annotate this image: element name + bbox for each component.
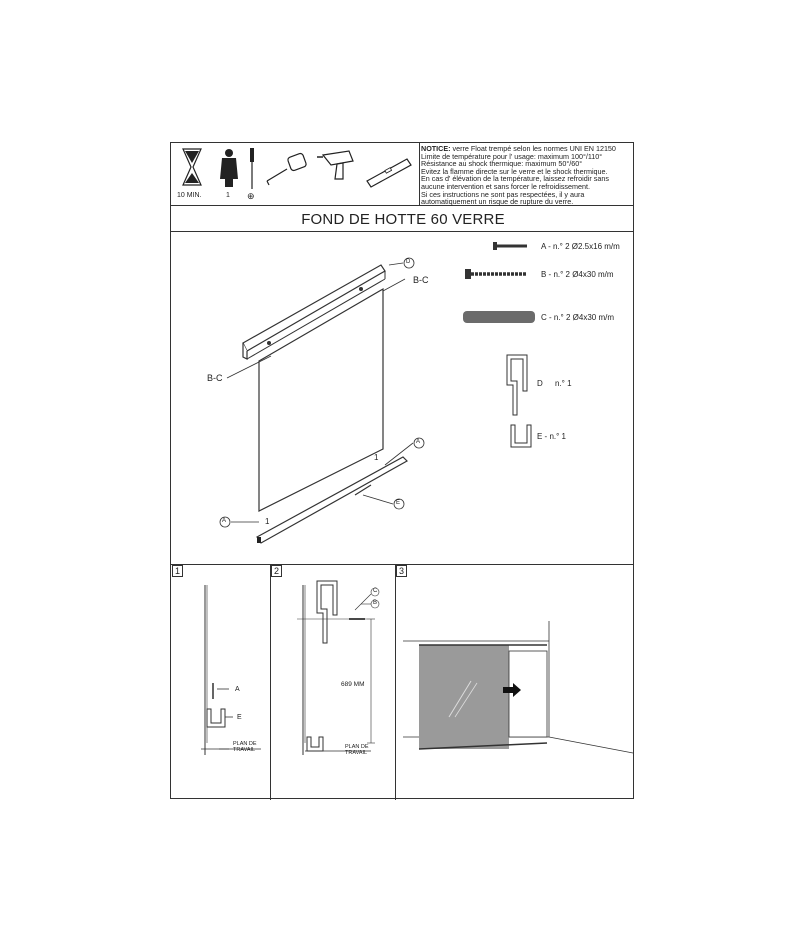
screwdriver-type: ⊕ <box>247 191 255 201</box>
notice-line-1: verre Float trempé selon les normes UNI EN 12150 <box>450 144 616 153</box>
instruction-sheet <box>170 142 634 799</box>
part-b-label: B - n.° 2 Ø4x30 m/m <box>541 270 614 279</box>
part-c-label: C - n.° 2 Ø4x30 m/m <box>541 313 614 322</box>
part-a-label: A - n.° 2 Ø2.5x16 m/m <box>541 242 620 251</box>
label-one-left: 1 <box>265 517 270 526</box>
glass-panel-installed <box>419 645 509 749</box>
notice-title: NOTICE: <box>421 144 451 153</box>
notice-line-8: automatiquement un risque de rupture du verre. <box>421 197 574 207</box>
step-3-number: 3 <box>396 565 407 577</box>
label-bc-top: B-C <box>413 275 429 285</box>
step-2-dimension: 689 MM <box>341 681 365 688</box>
step-1-label-e: E <box>237 714 242 721</box>
step-2-plan-1: PLAN DE <box>345 744 369 750</box>
label-bc-left: B-C <box>207 373 223 383</box>
label-a-right: A <box>416 439 421 445</box>
step-1-plan-2: TRAVAIL <box>233 747 256 753</box>
notice-line-7: Si ces instructions ne sont pas respectées, il y aura <box>421 189 585 199</box>
notice-line-2: Limite de température pour l' usage: maximum 100°/110° <box>421 151 603 161</box>
part-d-qty: n.° 1 <box>555 379 572 388</box>
step-2-number: 2 <box>271 565 282 577</box>
part-d-letter: D <box>537 379 543 388</box>
time-label: 10 MIN. <box>177 192 202 199</box>
step-2-plan-2: TRAVAIL <box>345 750 368 756</box>
notice-line-4: Evitez la flamme directe sur le verre et le shock thermique. <box>421 166 608 176</box>
step-1-label-a: A <box>235 686 240 693</box>
part-e-label: E - n.° 1 <box>537 432 566 441</box>
step-2-label-b: B <box>373 600 378 606</box>
step-2-label-c: C <box>373 588 378 594</box>
notice-line-3: Résistance au shock thermique: maximum 50°/60° <box>421 159 583 169</box>
step-illustrations <box>171 143 635 800</box>
step-2-drawing <box>297 581 378 755</box>
label-a-left: A <box>222 518 227 524</box>
step-3-drawing <box>403 621 633 753</box>
label-e: E <box>396 500 401 506</box>
step-1-plan-1: PLAN DE <box>233 741 257 747</box>
label-d-top: D <box>406 259 411 265</box>
step-1-drawing <box>201 585 261 755</box>
notice-line-6: aucune intervention et sans forcer le refroidissement. <box>421 181 590 191</box>
label-one-right: 1 <box>374 453 379 462</box>
page-title: FOND DE HOTTE 60 VERRE <box>301 211 505 228</box>
notice-line-5: En cas d' élévation de la température, laissez refroidir sans <box>421 174 609 184</box>
step-1-number: 1 <box>172 565 183 577</box>
people-count: 1 <box>226 192 230 199</box>
